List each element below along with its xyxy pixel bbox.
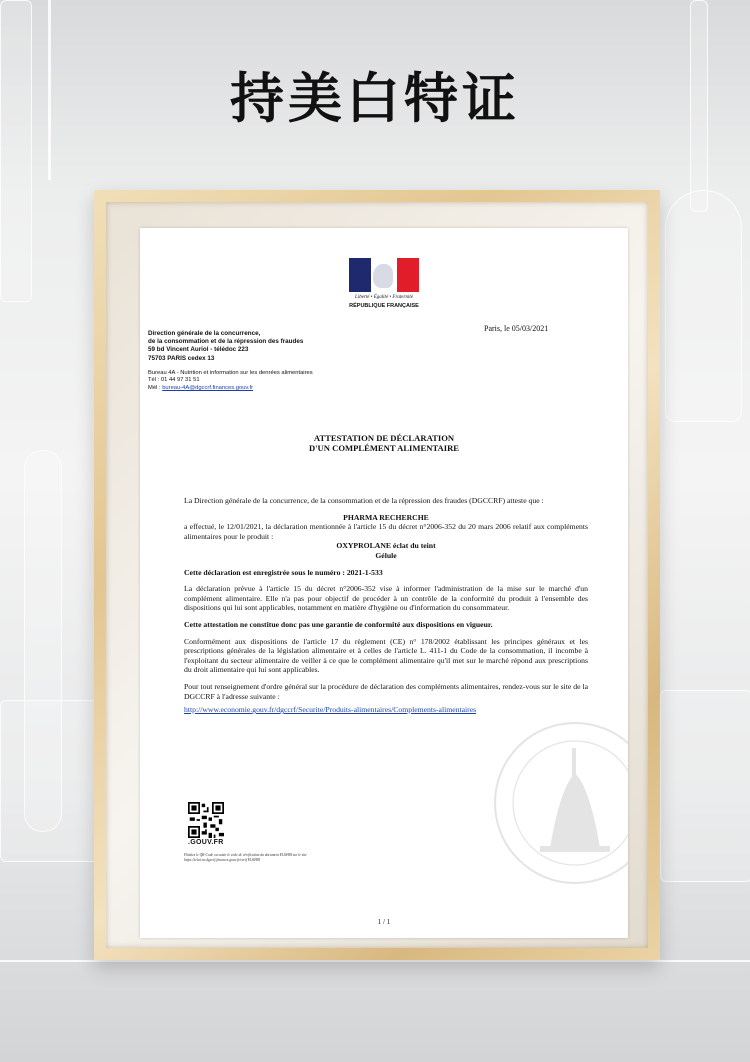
product-form: Gélule [375,550,397,560]
background-flask-right [665,190,742,422]
document-title [140,433,628,454]
bureau-mail-label: Mél : [148,384,163,391]
product-name: OXYPROLANE éclat du teint [336,541,436,551]
document-date: Paris, le 05/03/2021 [484,324,549,333]
paragraph-scope: La déclaration prévue à l'article 15 du décret n°2006-352 vise à informer l'administration de la mise sur le marché d'un complément alimentaire. Elle n'a pas pour objectif de procéder à un contrôle de la conformité du produit à l'ensemble des dispositions qui lui sont applicables, notamment en matière d'hygiène ou d'information du consommateur. [184,584,588,613]
dgccrf-url-link[interactable]: http://www.economie.gouv.fr/dgccrf/Securite/Produits-alimentaires/Complements-alimentaires [184,705,477,715]
republic-name: RÉPUBLIQUE FRANÇAISE [349,303,419,309]
page-number: 1 / 1 [377,918,391,926]
qr-verification-note: Flashez le QR-Code ou saisir le code de vérification du document EU6H8I sur le site https://teleicne.dgccrf.finances.gouv.fr/verif EU6H8I [184,853,307,862]
intro-paragraph: La Direction générale de la concurrence, de la consommation et de la répression des fraudes (DGCCRF) atteste que : [184,496,544,505]
registration-number: Cette déclaration est enregistrée sous le numéro : 2021-1-533 [184,567,383,577]
sender-line: de la consommation et de la répression des fraudes [148,338,304,346]
bureau-phone: Tél : 01 44 97 31 51 [148,377,200,384]
qr-code-icon [188,802,224,838]
title-line: D'UN COMPLÉMENT ALIMENTAIRE [308,443,460,454]
bureau-contact [148,370,313,392]
republic-motto: Liberté • Égalité • Fraternité [355,295,413,300]
gouv-fr-label: .GOUV.FR [188,839,224,846]
background-shelf [0,960,750,962]
warning-paragraph: Cette attestation ne constitue donc pas une garantie de conformité aux dispositions en vigueur. [184,619,493,629]
certificate-frame [94,190,660,960]
bureau-mail-link[interactable]: bureau-4A@dgccrf.finances.gouv.fr [162,384,254,391]
document-body [184,496,588,715]
sender-address [148,330,303,363]
republique-seal-watermark [490,718,628,888]
frame-matting [106,202,648,948]
background-beaker-left [0,700,102,862]
certificate-document [140,228,628,938]
paragraph-regulation: Conformément aux dispositions de l'article 17 du règlement (CE) n° 178/2002 établissant les principes généraux et les prescriptions générales de la législation alimentaire et à celles de l'article L. 411-1 du Code de la consommation, il incombe à l'exploitant du secteur alimentaire de veiller à ce que le complément alimentaire qu'il met sur le marché répond aux prescriptions du droit alimentaire qui lui sont applicables. [184,636,588,675]
company-name: PHARMA RECHERCHE [343,512,429,522]
sender-line: 75703 PARIS cedex 13 [148,354,215,362]
marianne-flag-logo [349,258,419,292]
page-heading: 持美白特证 [230,67,520,130]
background-glass-left [0,0,32,302]
bureau-name: Bureau 4A - Nutrition et information sur les denrées alimentaires [148,370,313,376]
sender-line: 59 bd Vincent Auriol - télédoc 223 [148,346,249,354]
title-line: ATTESTATION DE DÉCLARATION [313,433,455,443]
declaration-paragraph: a effectué, le 12/01/2021, la déclaration mentionnée à l'article 15 du décret n°2006-352 du 20 mars 2006 relatif aux compléments alimentaires pour le produit : [184,522,588,541]
sender-line: Direction générale de la concurrence, [148,330,261,337]
background-beaker-right [660,690,750,882]
paragraph-info: Pour tout renseignement d'ordre général sur la procédure de déclaration des compléments alimentaires, rendez-vous sur le site de la DGCCRF à l'adresse suivante : [184,681,588,701]
